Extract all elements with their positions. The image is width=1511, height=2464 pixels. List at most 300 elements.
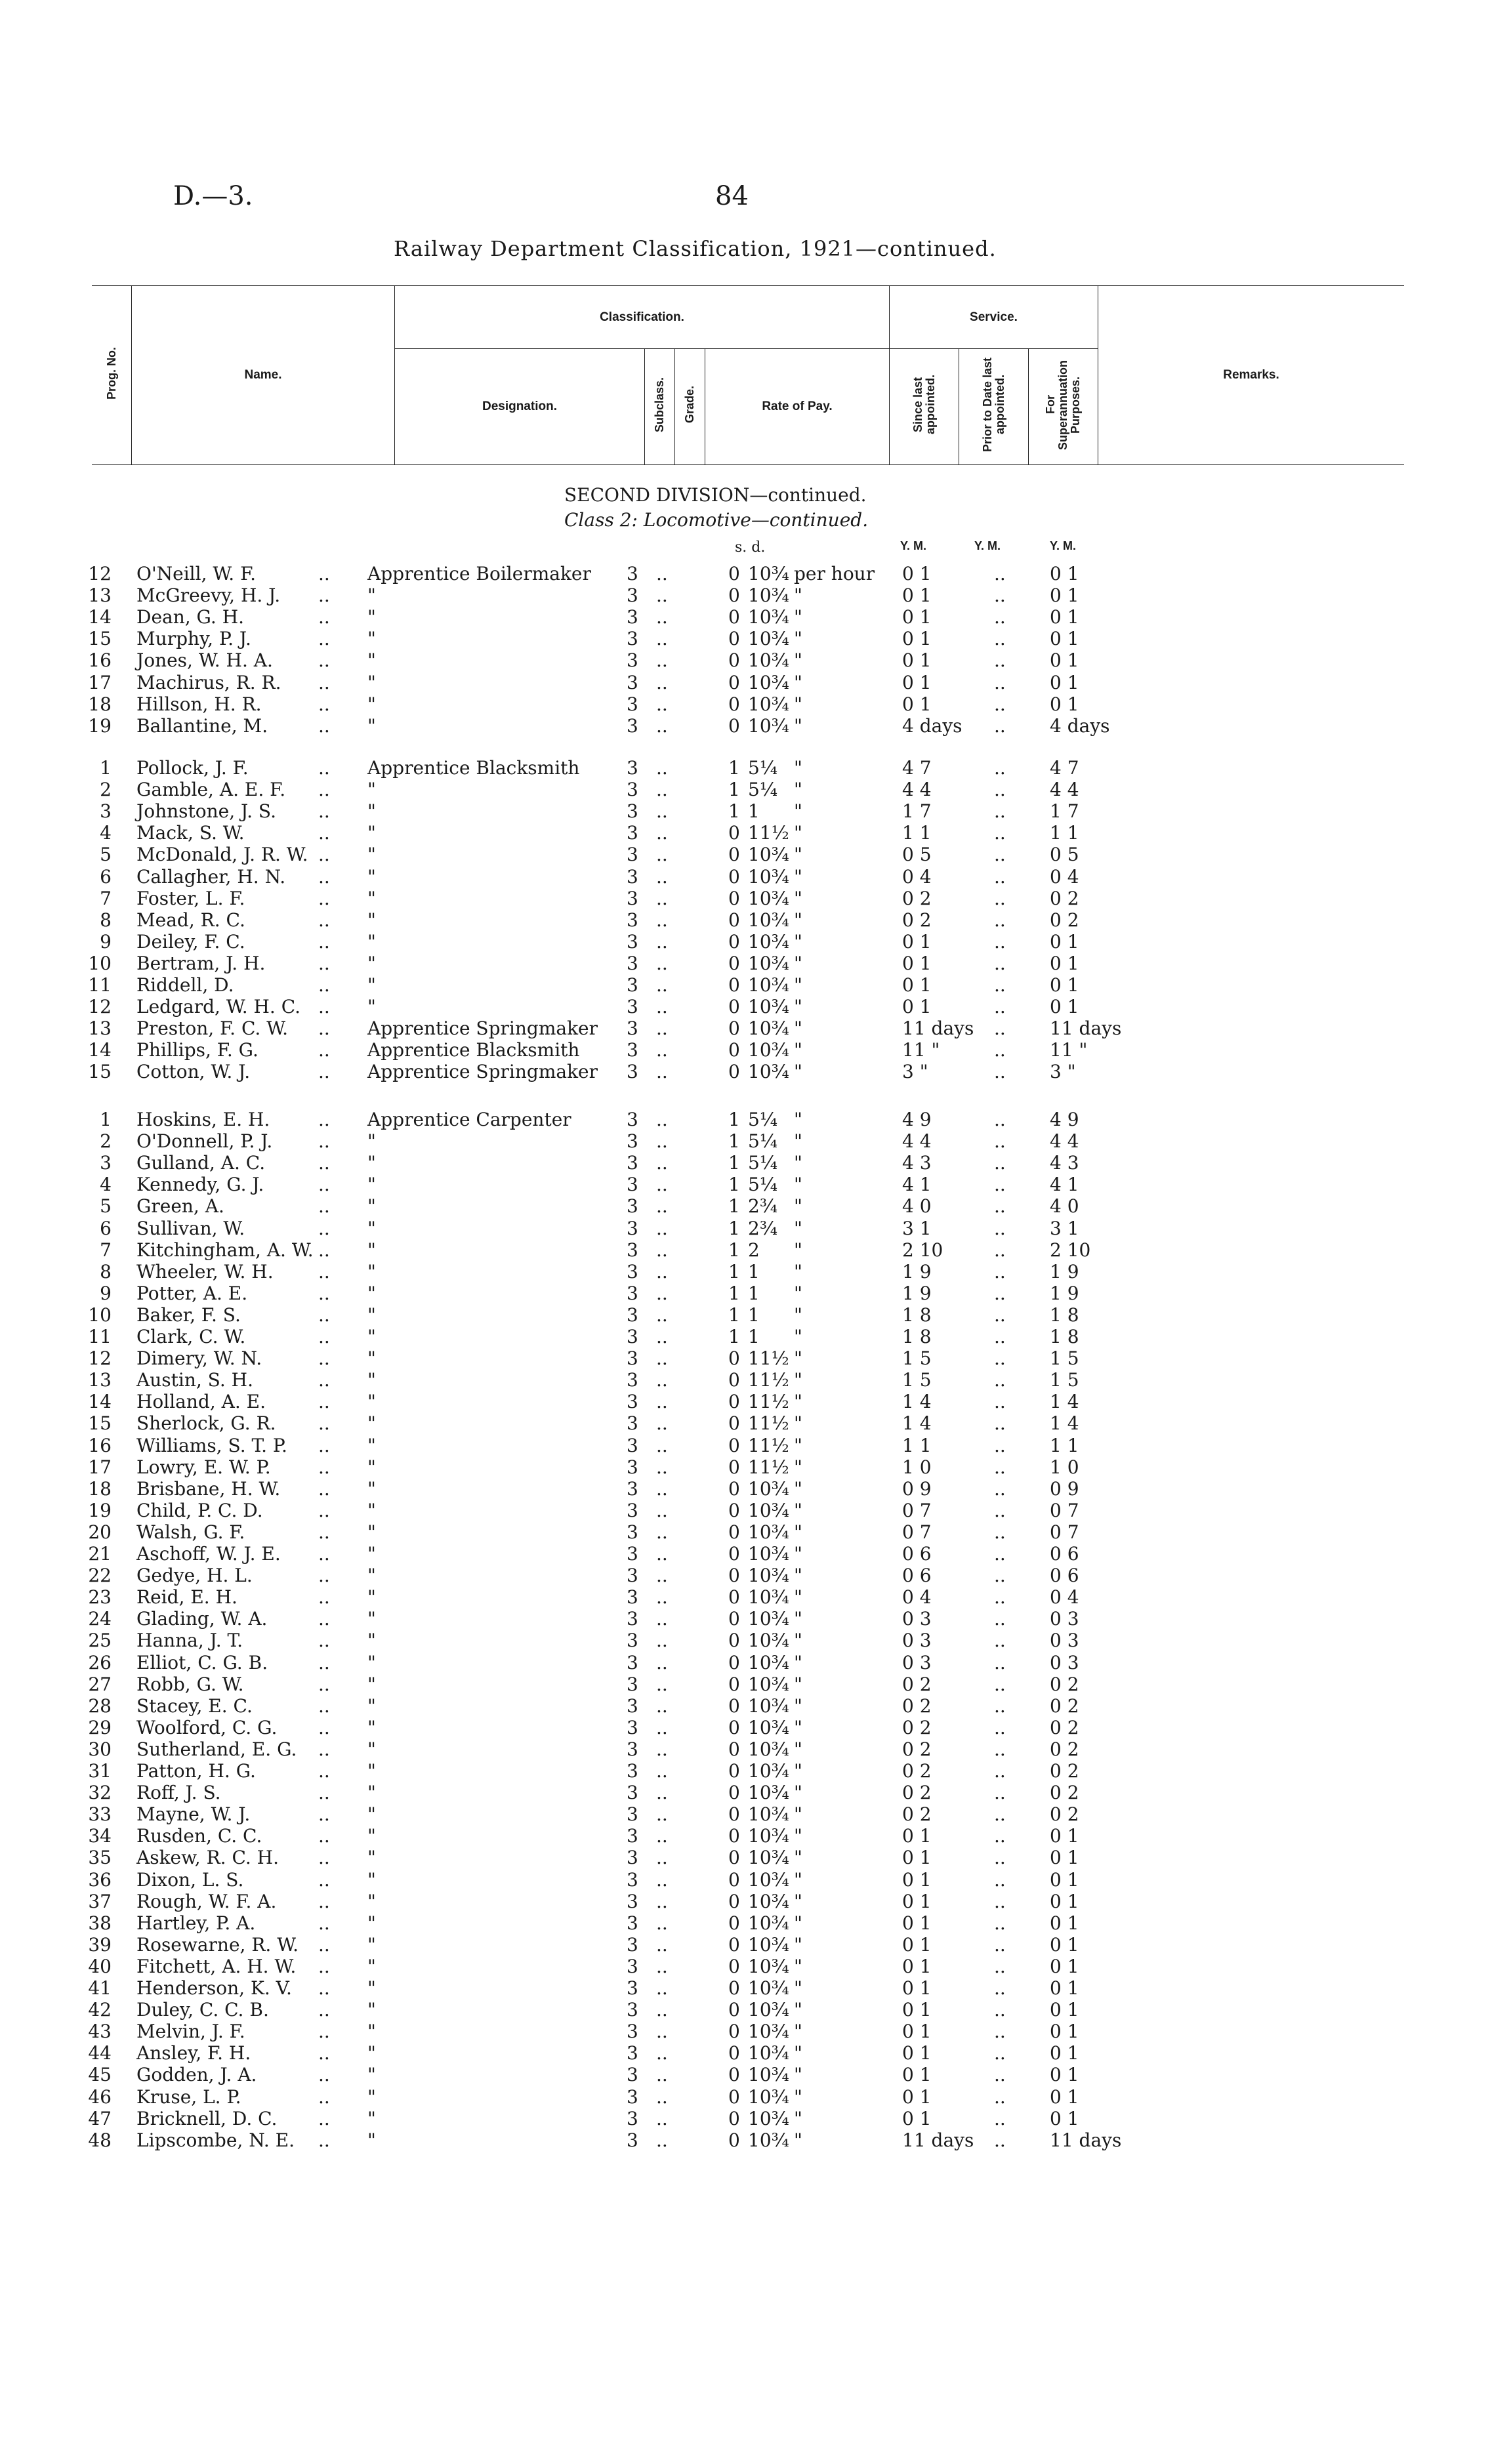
- designation: ": [367, 1217, 376, 1239]
- leader-dots: ..: [318, 1738, 330, 1760]
- pay-shillings: 1: [728, 1109, 740, 1130]
- pay-unit: ": [794, 1782, 802, 1804]
- service-since-last: 0 1: [902, 606, 932, 628]
- leader-dots: ..: [994, 2064, 1006, 2086]
- pay-shillings: 1: [728, 1326, 740, 1347]
- pay-pence: 10¾: [748, 1017, 789, 1040]
- entry-name: Deiley, F. C.: [136, 930, 245, 953]
- table-row: [0, 1912, 1511, 1934]
- col-rate-of-pay: Rate of Pay.: [705, 349, 890, 465]
- pay-pence: 10¾: [748, 2021, 789, 2043]
- designation: ": [367, 1326, 376, 1347]
- leader-dots: ..: [318, 887, 330, 909]
- designation: ": [367, 844, 376, 866]
- designation: ": [367, 1304, 376, 1326]
- prog-no: 12: [88, 1347, 112, 1370]
- service-superannuation: 0 1: [1050, 1825, 1079, 1847]
- service-since-last: 4 1: [902, 1174, 932, 1196]
- pay-shillings: 0: [728, 2085, 740, 2108]
- pay-shillings: 0: [728, 952, 740, 974]
- leader-dots: ..: [994, 1434, 1006, 1456]
- leader-dots: ..: [318, 1017, 330, 1040]
- pay-shillings: 0: [728, 1933, 740, 1956]
- service-superannuation: 0 3: [1050, 1630, 1079, 1652]
- leader-dots: ..: [318, 1716, 330, 1738]
- leader-dots: ..: [656, 1760, 668, 1782]
- pay-shillings: 0: [728, 1825, 740, 1847]
- leader-dots: ..: [994, 1391, 1006, 1413]
- pay-shillings: 0: [728, 1608, 740, 1630]
- service-since-last: 0 1: [902, 563, 932, 585]
- designation: ": [367, 996, 376, 1018]
- designation: Apprentice Springmaker: [367, 1061, 598, 1083]
- table-row: [0, 2064, 1511, 2085]
- leader-dots: ..: [994, 2085, 1006, 2108]
- table-row: [0, 953, 1511, 974]
- pay-unit: ": [794, 1195, 802, 1218]
- table-row: [0, 1565, 1511, 1586]
- leader-dots: ..: [994, 1543, 1006, 1565]
- leader-dots: ..: [656, 1890, 668, 1912]
- leader-dots: ..: [318, 1039, 330, 1061]
- subclass: 3: [627, 844, 638, 866]
- class-title: Class 2: Locomotive—continued.: [564, 509, 869, 531]
- pay-unit: ": [794, 1477, 802, 1500]
- page-number: 84: [715, 181, 749, 211]
- leader-dots: ..: [318, 2064, 330, 2086]
- col-subclass: Subclass.: [653, 377, 667, 433]
- subclass: 3: [627, 1282, 638, 1304]
- leader-dots: ..: [318, 1912, 330, 1934]
- service-since-last: 0 1: [902, 1847, 932, 1869]
- pay-pence: 10¾: [748, 2085, 789, 2108]
- entry-name: Kruse, L. P.: [136, 2085, 241, 2108]
- prog-no: 24: [88, 1608, 112, 1630]
- leader-dots: ..: [318, 1651, 330, 1673]
- table-row: [0, 1500, 1511, 1521]
- leader-dots: ..: [994, 1586, 1006, 1609]
- subclass: 3: [627, 1174, 638, 1196]
- service-since-last: 0 1: [902, 2107, 932, 2129]
- prog-no: 30: [88, 1738, 112, 1760]
- prog-no: 20: [88, 1521, 112, 1543]
- pay-unit: ": [794, 1651, 802, 1673]
- table-row: [0, 1977, 1511, 1999]
- prog-no: 5: [100, 1195, 112, 1218]
- prog-no: 28: [88, 1694, 112, 1717]
- service-superannuation: 0 2: [1050, 1694, 1079, 1717]
- service-superannuation: 1 8: [1050, 1326, 1079, 1347]
- pay-pence: 10¾: [748, 1716, 789, 1738]
- leader-dots: ..: [318, 930, 330, 953]
- prog-no: 6: [100, 1217, 112, 1239]
- subclass: 3: [627, 865, 638, 888]
- table-row: [0, 1017, 1511, 1039]
- pay-unit: ": [794, 649, 802, 672]
- subclass: 3: [627, 974, 638, 996]
- entry-name: Child, P. C. D.: [136, 1499, 263, 1521]
- entry-name: Ballantine, M.: [136, 714, 268, 737]
- prog-no: 3: [100, 1152, 112, 1174]
- table-row: [0, 1521, 1511, 1543]
- service-superannuation: 0 1: [1050, 585, 1079, 607]
- entry-name: Mayne, W. J.: [136, 1803, 251, 1826]
- table-row: [0, 1717, 1511, 1738]
- service-since-last: 1 1: [902, 1434, 932, 1456]
- leader-dots: ..: [318, 1955, 330, 1977]
- entry-name: Cotton, W. J.: [136, 1061, 251, 1083]
- designation: ": [367, 1803, 376, 1826]
- pay-pence: 10¾: [748, 844, 789, 866]
- leader-dots: ..: [318, 1434, 330, 1456]
- pay-shillings: 0: [728, 844, 740, 866]
- service-since-last: 4 4: [902, 1130, 932, 1153]
- service-since-last: 0 1: [902, 1912, 932, 1934]
- table-row: [0, 1586, 1511, 1608]
- subclass: 3: [627, 1912, 638, 1934]
- prog-no: 26: [88, 1651, 112, 1673]
- leader-dots: ..: [994, 1977, 1006, 1999]
- subclass: 3: [627, 1391, 638, 1413]
- entry-name: Hillson, H. R.: [136, 693, 262, 715]
- prog-no: 6: [100, 865, 112, 888]
- pay-shillings: 0: [728, 1912, 740, 1934]
- leader-dots: ..: [318, 1260, 330, 1283]
- designation: ": [367, 1868, 376, 1891]
- table-row: [0, 1283, 1511, 1304]
- service-since-last: 1 5: [902, 1347, 932, 1370]
- designation: ": [367, 1456, 376, 1478]
- col-classification: Classification.: [395, 286, 890, 349]
- prog-no: 34: [88, 1825, 112, 1847]
- service-superannuation: 0 2: [1050, 1738, 1079, 1760]
- service-superannuation: 0 1: [1050, 1977, 1079, 1999]
- leader-dots: ..: [318, 1239, 330, 1261]
- prog-no: 13: [88, 1369, 112, 1391]
- table-row: [0, 1782, 1511, 1803]
- leader-dots: ..: [656, 1217, 668, 1239]
- pay-pence: 1: [748, 1304, 760, 1326]
- subclass: 3: [627, 2107, 638, 2129]
- leader-dots: ..: [318, 1673, 330, 1695]
- pay-unit: ": [794, 757, 802, 779]
- entry-name: Clark, C. W.: [136, 1326, 246, 1347]
- table-row: [0, 606, 1511, 628]
- pay-shillings: 0: [728, 606, 740, 628]
- pay-pence: 11½: [748, 1434, 789, 1456]
- leader-dots: ..: [994, 1347, 1006, 1370]
- table-header: [92, 285, 1404, 465]
- pay-pence: 5¼: [748, 757, 777, 779]
- service-superannuation: 0 1: [1050, 649, 1079, 672]
- service-superannuation: 4 9: [1050, 1109, 1079, 1130]
- service-since-last: 11 days: [902, 1017, 974, 1040]
- pay-unit: ": [794, 1017, 802, 1040]
- designation: ": [367, 1499, 376, 1521]
- entry-name: Woolford, C. G.: [136, 1716, 278, 1738]
- pay-shillings: 0: [728, 1999, 740, 2021]
- leader-dots: ..: [318, 1152, 330, 1174]
- leader-dots: ..: [994, 1890, 1006, 1912]
- service-since-last: 0 5: [902, 844, 932, 866]
- pay-shillings: 1: [728, 1152, 740, 1174]
- table-row: [0, 1738, 1511, 1760]
- designation: ": [367, 1521, 376, 1543]
- service-superannuation: 1 8: [1050, 1304, 1079, 1326]
- service-since-last: 1 8: [902, 1326, 932, 1347]
- entry-name: Holland, A. E.: [136, 1391, 266, 1413]
- leader-dots: ..: [318, 1977, 330, 1999]
- pay-unit: ": [794, 1630, 802, 1652]
- leader-dots: ..: [994, 1239, 1006, 1261]
- pay-unit: ": [794, 1434, 802, 1456]
- service-superannuation: 4 7: [1050, 757, 1079, 779]
- designation: ": [367, 1890, 376, 1912]
- pay-shillings: 0: [728, 2129, 740, 2151]
- designation: ": [367, 1630, 376, 1652]
- designation: ": [367, 952, 376, 974]
- leader-dots: ..: [318, 1477, 330, 1500]
- subclass: 3: [627, 714, 638, 737]
- pay-pence: 11½: [748, 1369, 789, 1391]
- pay-pence: 10¾: [748, 1477, 789, 1500]
- leader-dots: ..: [656, 1130, 668, 1153]
- entry-name: Potter, A. E.: [136, 1282, 248, 1304]
- designation: ": [367, 1933, 376, 1956]
- prog-no: 19: [88, 1499, 112, 1521]
- pay-shillings: 0: [728, 1738, 740, 1760]
- pay-unit: ": [794, 996, 802, 1018]
- pay-shillings: 1: [728, 800, 740, 823]
- pay-shillings: 0: [728, 1456, 740, 1478]
- col-designation: Designation.: [395, 349, 645, 465]
- pay-shillings: 0: [728, 563, 740, 585]
- leader-dots: ..: [656, 757, 668, 779]
- service-since-last: 0 1: [902, 671, 932, 693]
- table-row: [0, 1608, 1511, 1630]
- prog-no: 14: [88, 1391, 112, 1413]
- service-superannuation: 3 ": [1050, 1061, 1076, 1083]
- subclass: 3: [627, 671, 638, 693]
- pay-unit: ": [794, 1260, 802, 1283]
- leader-dots: ..: [318, 1109, 330, 1130]
- table-row: [0, 800, 1511, 822]
- designation: ": [367, 2042, 376, 2064]
- pay-unit: ": [794, 1890, 802, 1912]
- leader-dots: ..: [656, 1565, 668, 1587]
- leader-dots: ..: [656, 1260, 668, 1283]
- pay-shillings: 0: [728, 1716, 740, 1738]
- pay-unit: ": [794, 1347, 802, 1370]
- designation: ": [367, 1782, 376, 1804]
- subclass: 3: [627, 1803, 638, 1826]
- leader-dots: ..: [994, 1760, 1006, 1782]
- pay-shillings: 0: [728, 693, 740, 715]
- entry-name: Melvin, J. F.: [136, 2021, 245, 2043]
- table-row: [0, 693, 1511, 715]
- leader-dots: ..: [656, 1912, 668, 1934]
- leader-dots: ..: [656, 1673, 668, 1695]
- pay-shillings: 0: [728, 628, 740, 650]
- subclass: 3: [627, 1152, 638, 1174]
- leader-dots: ..: [656, 822, 668, 844]
- service-since-last: 1 4: [902, 1391, 932, 1413]
- leader-dots: ..: [656, 1933, 668, 1956]
- designation: ": [367, 930, 376, 953]
- leader-dots: ..: [656, 1174, 668, 1196]
- table-row: [0, 1803, 1511, 1825]
- service-superannuation: 11 ": [1050, 1039, 1088, 1061]
- prog-no: 19: [88, 714, 112, 737]
- pay-shillings: 0: [728, 1760, 740, 1782]
- pay-shillings: 1: [728, 757, 740, 779]
- col-superannuation: For Superannuation Purposes.: [1044, 359, 1082, 450]
- pay-pence: 11½: [748, 1412, 789, 1435]
- leader-dots: ..: [656, 1304, 668, 1326]
- leader-dots: ..: [656, 974, 668, 996]
- subclass: 3: [627, 563, 638, 585]
- subclass: 3: [627, 1716, 638, 1738]
- designation: ": [367, 1847, 376, 1869]
- leader-dots: ..: [318, 1347, 330, 1370]
- leader-dots: ..: [656, 2107, 668, 2129]
- leader-dots: ..: [994, 1694, 1006, 1717]
- service-since-last: 1 4: [902, 1412, 932, 1435]
- service-superannuation: 1 0: [1050, 1456, 1079, 1478]
- table-row: [0, 757, 1511, 779]
- pay-unit: ": [794, 671, 802, 693]
- service-since-last: 0 1: [902, 2021, 932, 2043]
- entry-name: Rosewarne, R. W.: [136, 1933, 299, 1956]
- leader-dots: ..: [656, 844, 668, 866]
- prog-no: 15: [88, 1061, 112, 1083]
- pay-shillings: 0: [728, 996, 740, 1018]
- subclass: 3: [627, 1608, 638, 1630]
- leader-dots: ..: [994, 1174, 1006, 1196]
- table-row: [0, 1218, 1511, 1239]
- subclass: 3: [627, 1477, 638, 1500]
- entry-name: Jones, W. H. A.: [136, 649, 273, 672]
- leader-dots: ..: [994, 2129, 1006, 2151]
- leader-dots: ..: [656, 1521, 668, 1543]
- pay-unit: ": [794, 1239, 802, 1261]
- designation: ": [367, 1152, 376, 1174]
- leader-dots: ..: [318, 757, 330, 779]
- service-superannuation: 1 4: [1050, 1391, 1079, 1413]
- pay-pence: 10¾: [748, 671, 789, 693]
- designation: ": [367, 1999, 376, 2021]
- leader-dots: ..: [318, 2107, 330, 2129]
- designation: ": [367, 1239, 376, 1261]
- subclass: 3: [627, 1933, 638, 1956]
- prog-no: 14: [88, 606, 112, 628]
- leader-dots: ..: [318, 628, 330, 650]
- subclass: 3: [627, 1017, 638, 1040]
- table-row: [0, 628, 1511, 649]
- table-row: [0, 585, 1511, 606]
- prog-no: 5: [100, 844, 112, 866]
- table-row: [0, 1934, 1511, 1956]
- service-since-last: 4 4: [902, 779, 932, 801]
- table-row: [0, 1543, 1511, 1565]
- subclass: 3: [627, 1521, 638, 1543]
- service-superannuation: 0 1: [1050, 671, 1079, 693]
- table-row: [0, 1630, 1511, 1651]
- service-since-last: 1 9: [902, 1282, 932, 1304]
- service-since-last: 0 6: [902, 1543, 932, 1565]
- designation: ": [367, 1174, 376, 1196]
- pay-shillings: 0: [728, 1477, 740, 1500]
- table-row: [0, 1825, 1511, 1847]
- leader-dots: ..: [318, 1369, 330, 1391]
- pay-shillings: 0: [728, 1499, 740, 1521]
- pay-pence: 10¾: [748, 1803, 789, 1826]
- service-superannuation: 1 1: [1050, 822, 1079, 844]
- service-superannuation: 0 2: [1050, 1716, 1079, 1738]
- leader-dots: ..: [318, 649, 330, 672]
- pay-unit: ": [794, 2129, 802, 2151]
- entry-name: Bertram, J. H.: [136, 952, 266, 974]
- service-since-last: 1 0: [902, 1456, 932, 1478]
- service-since-last: 0 2: [902, 1716, 932, 1738]
- leader-dots: ..: [318, 1782, 330, 1804]
- entry-name: Foster, L. F.: [136, 887, 245, 909]
- service-superannuation: 0 7: [1050, 1521, 1079, 1543]
- entry-name: Roff, J. S.: [136, 1782, 221, 1804]
- entry-name: Robb, G. W.: [136, 1673, 244, 1695]
- prog-no: 31: [88, 1760, 112, 1782]
- leader-dots: ..: [656, 649, 668, 672]
- pay-shillings: 0: [728, 1391, 740, 1413]
- pay-pence: 1: [748, 800, 760, 823]
- service-since-last: 0 1: [902, 2064, 932, 2086]
- pay-unit: ": [794, 1174, 802, 1196]
- prog-no: 18: [88, 693, 112, 715]
- entry-name: Wheeler, W. H.: [136, 1260, 274, 1283]
- pay-shillings: 0: [728, 909, 740, 931]
- pay-shillings: 0: [728, 1977, 740, 1999]
- pay-unit: ": [794, 1977, 802, 1999]
- leader-dots: ..: [318, 1543, 330, 1565]
- table-row: [0, 1239, 1511, 1261]
- leader-dots: ..: [656, 2129, 668, 2151]
- entry-name: Askew, R. C. H.: [136, 1847, 279, 1869]
- pay-unit: ": [794, 1217, 802, 1239]
- table-row: [0, 2086, 1511, 2108]
- entry-name: Duley, C. C. B.: [136, 1999, 269, 2021]
- service-since-last: 3 ": [902, 1061, 928, 1083]
- prog-no: 13: [88, 1017, 112, 1040]
- table-row: [0, 1039, 1511, 1061]
- pay-pence: 10¾: [748, 563, 789, 585]
- pay-shillings: 0: [728, 1586, 740, 1609]
- service-since-last: 0 1: [902, 649, 932, 672]
- entry-name: Kitchingham, A. W.: [136, 1239, 314, 1261]
- pay-pence: 10¾: [748, 1847, 789, 1869]
- subclass: 3: [627, 1130, 638, 1153]
- leader-dots: ..: [994, 714, 1006, 737]
- service-superannuation: 4 3: [1050, 1152, 1079, 1174]
- leader-dots: ..: [656, 1499, 668, 1521]
- subclass: 3: [627, 1109, 638, 1130]
- leader-dots: ..: [318, 1304, 330, 1326]
- pay-unit: ": [794, 1738, 802, 1760]
- designation: ": [367, 909, 376, 931]
- designation: ": [367, 1977, 376, 1999]
- leader-dots: ..: [994, 1260, 1006, 1283]
- pay-pence: 10¾: [748, 1933, 789, 1956]
- table-row: [0, 563, 1511, 585]
